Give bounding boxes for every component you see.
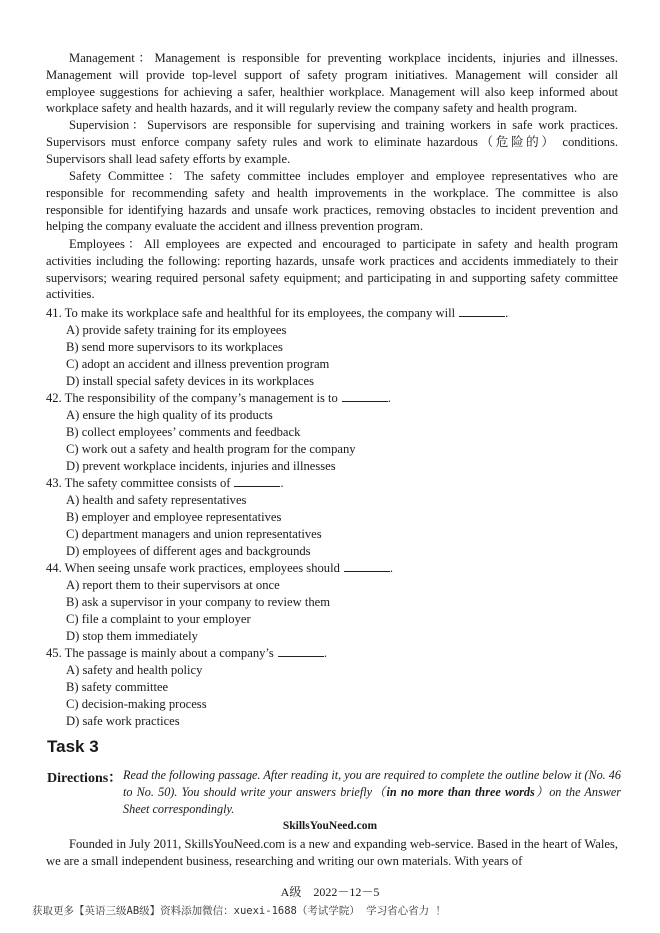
question-43: 43. The safety committee consists of . — [46, 476, 284, 490]
question-45: 45. The passage is mainly about a company’s . — [46, 646, 327, 660]
answer-blank — [278, 646, 324, 657]
paragraph-skillsyouneed: Founded in July 2011, SkillsYouNeed.com is a new and expanding web-service. Based in the heart of Wales, we are a small independent business, researching and writing our own materials. With years of — [46, 837, 618, 868]
question-42: 42. The responsibility of the company’s management is to . — [46, 391, 391, 405]
directions-text: Read the following passage. After reading it, you are required to complete the outline below it (No. 46 to No. 50). You should write your answers briefly（in no more than three words）on the Answer Sheet correspondingly. — [123, 768, 621, 816]
paragraph-text: Supervisors are responsible for supervising and training workers in safe work practices. Supervisors must enforce company safety rules and work to eliminate hazardous（危险的） conditions. Supervisors shall lead safety efforts by example. — [46, 118, 619, 166]
passage-title: SkillsYouNeed.com — [282, 820, 378, 832]
paragraph-employees: Employees：All employees are expected and encouraged to participate in safety and health program activities including the following: reporting hazards, unsafe work practices and accidents immediately to their supervisors; wearing required personal safety equipment; and participating in and supporting safety committee activities. — [46, 237, 619, 302]
paragraph-label: Supervision — [69, 118, 130, 132]
option-42-c: C) work out a safety and health program for the company — [66, 442, 356, 456]
paragraph-management: Management：Management is responsible for preventing workplace incidents, injuries and illnesses. Management will provide top-level support of safety program initiatives. Management will consider all employee suggestions for achieving a safer, healthier workplace. Management will also keep informed about workplace safety and health hazards, and it will regularly review the company safety and health program. — [46, 51, 618, 116]
question-stem: When seeing unsafe work practices, employees should — [64, 561, 340, 575]
question-stem: To make its workplace safe and healthful for its employees, the company will — [64, 306, 456, 320]
paragraph-text: Management is responsible for preventing workplace incidents, injuries and illnesses. Management will provide top-level support of safety program initiatives. Management will consider all employee suggestions for achieving a safer, healthier workplace. Management will also keep informed about workplace safety and health hazards, and it will regularly review the company safety and health program. — [46, 51, 618, 116]
option-45-a: A) safety and health policy — [66, 663, 203, 677]
option-41-c: C) adopt an accident and illness prevention program — [66, 357, 330, 371]
option-44-a: A) report them to their supervisors at once — [66, 578, 280, 592]
option-43-b: B) employer and employee representatives — [66, 510, 282, 524]
directions-emphasis: in no more than three words — [386, 784, 535, 799]
paragraph-label: Employees — [69, 237, 125, 251]
question-44: 44. When seeing unsafe work practices, employees should . — [46, 561, 394, 575]
answer-blank — [344, 561, 390, 572]
option-41-d: D) install special safety devices in its workplaces — [66, 374, 314, 388]
option-45-c: C) decision-making process — [66, 697, 207, 711]
paragraph-supervision: Supervision：Supervisors are responsible for supervising and training workers in safe work practices. Supervisors must enforce company safety rules and work to eliminate hazardous（危险的） conditions. Supervisors shall lead safety efforts by example. — [46, 118, 619, 166]
answer-blank — [459, 306, 505, 317]
option-42-a: A) ensure the high quality of its products — [66, 408, 273, 422]
option-44-b: B) ask a supervisor in your company to review them — [66, 595, 331, 609]
question-41: 41. To make its workplace safe and healthful for its employees, the company will . — [46, 306, 509, 320]
option-43-c: C) department managers and union representatives — [66, 527, 322, 541]
option-45-b: B) safety committee — [66, 680, 169, 694]
option-42-d: D) prevent workplace incidents, injuries and illnesses — [66, 459, 336, 473]
answer-blank — [342, 391, 388, 402]
option-41-b: B) send more supervisors to its workplaces — [66, 340, 283, 354]
option-41-a: A) provide safety training for its employees — [66, 323, 287, 337]
option-43-d: D) employees of different ages and backgrounds — [66, 544, 311, 558]
option-44-c: C) file a complaint to your employer — [66, 612, 251, 626]
question-stem: The responsibility of the company’s management is to — [64, 391, 338, 405]
option-43-a: A) health and safety representatives — [66, 493, 247, 507]
option-44-d: D) stop them immediately — [66, 629, 198, 643]
page-footer: A级 2022－12－5 — [280, 885, 380, 899]
answer-blank — [234, 476, 280, 487]
paragraph-label: Safety Committee — [69, 169, 165, 183]
watermark-note: 获取更多【英语三级AB级】资料添加微信：xuexi-1688（考试学院） 学习省心省力 ！ — [32, 905, 447, 917]
option-42-b: B) collect employees’ comments and feedback — [66, 425, 301, 439]
paragraph-label: Management — [69, 51, 135, 65]
directions-label: Directions： — [47, 771, 123, 786]
option-45-d: D) safe work practices — [66, 714, 180, 728]
paragraph-text: The safety committee includes employer and employee representatives who are responsible for recommending safety and health improvements in the workplace. The committee is also responsible for identifying hazards and unsafe work practices, removing obstacles to incident prevention and helping the company evaluate the accident and illness prevention program. — [46, 169, 618, 234]
paragraph-text: All employees are expected and encouraged to participate in safety and health program activities including the following: reporting hazards, unsafe work practices and accidents immediately to their supervisors; wearing required personal safety equipment; and participating in and supporting safety committee activities. — [46, 237, 619, 302]
paragraph-safety-committee: Safety Committee：The safety committee includes employer and employee representatives who are responsible for recommending safety and health improvements in the workplace. The committee is also responsible for identifying hazards and unsafe work practices, removing obstacles to incident prevention and helping the company evaluate the accident and illness prevention program. — [46, 169, 618, 234]
task-title: Task 3 — [47, 737, 99, 756]
question-stem: The safety committee consists of — [64, 476, 231, 490]
question-stem: The passage is mainly about a company’s — [64, 646, 274, 660]
